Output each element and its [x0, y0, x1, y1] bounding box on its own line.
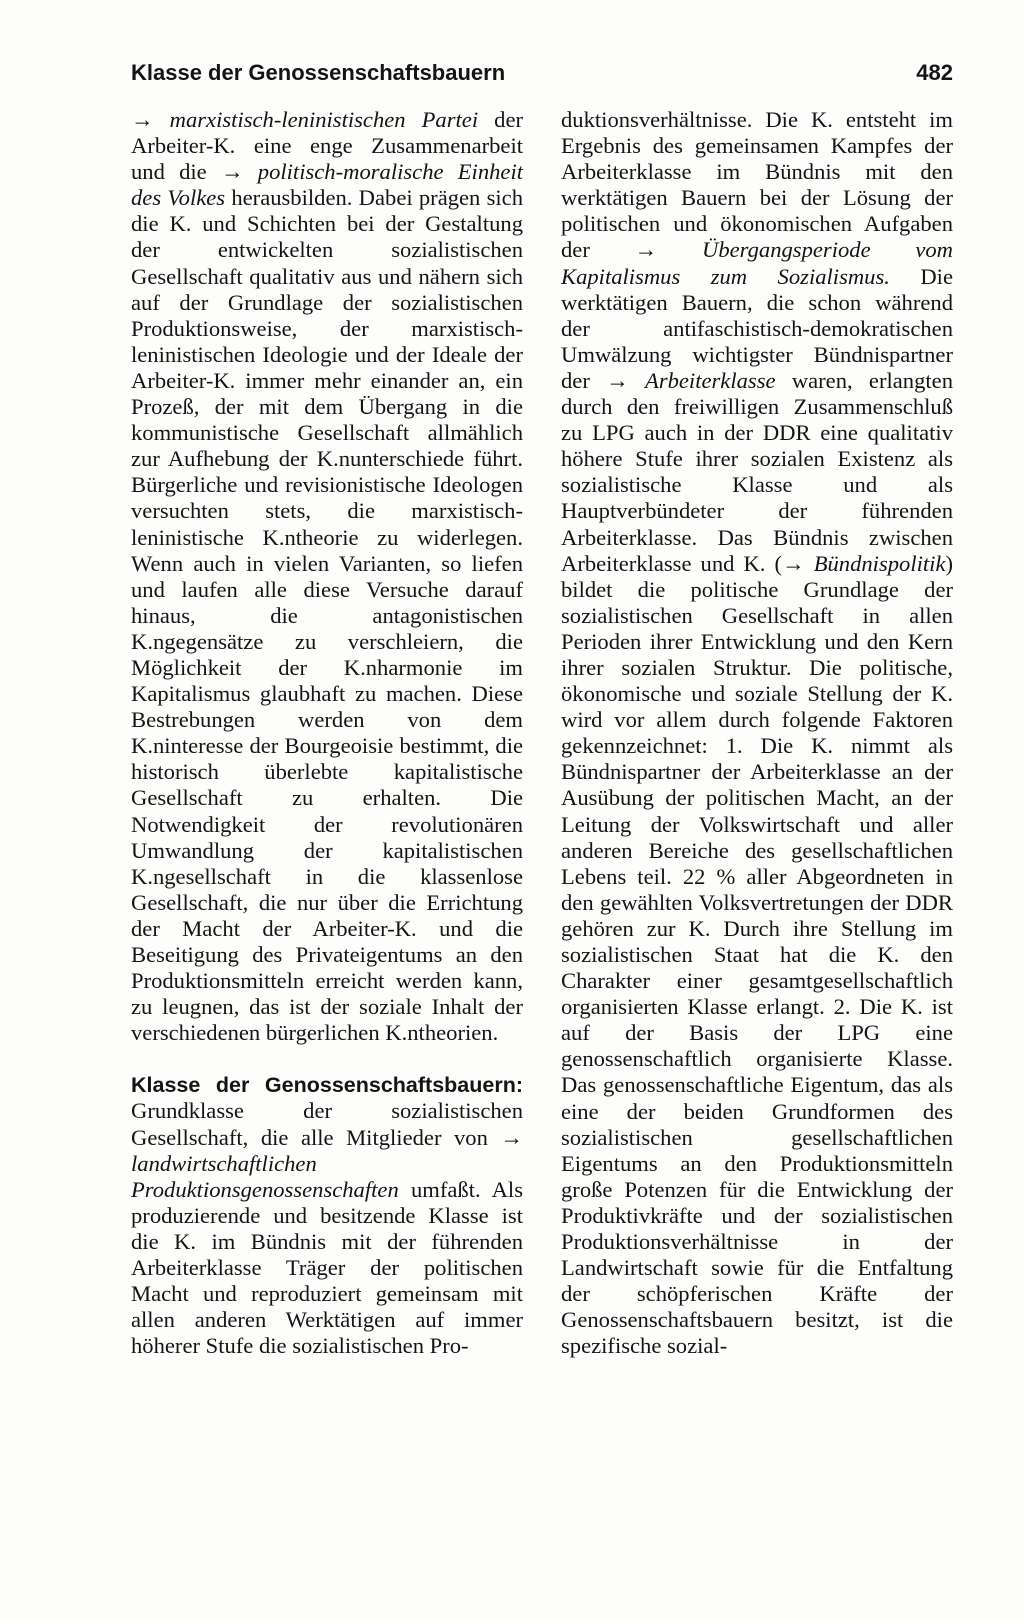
cross-reference-arrow: →: [634, 237, 658, 263]
left-column: [131, 107, 523, 1557]
entry-paragraph: [561, 107, 953, 1360]
cross-reference-term: marxistisch-leninistischen Partei: [169, 107, 479, 132]
body-text: ) bildet die politische Grundlage der sozialistischen Gesellschaft in allen Perioden ihrer Entwicklung und den Kern ihrer sozialen Struktur. Die politische, ökonomische und soziale Stellung der K. wird vor allem durch folgende Faktoren gekennzeichnet: 1. Die K. nimmt als Bündnispartner der Arbeiterklasse an der Ausübung der politischen Macht, an der Leitung der Volkswirtschaft und aller anderen Bereiche des gesellschaftlichen Lebens teil. 22 % aller Abgeordneten in den gewählten Volksvertretungen der DDR gehören zur K. Durch ihre Stellung im sozialistischen Staat hat die K. den Charakter einer gesamtgesellschaftlich organisierten Klasse erlangt. 2. Die K. ist auf der Basis der LPG eine genossenschaftlich organisierte Klasse. Das genossenschaftliche Eigentum, das als eine der beiden Grundformen des sozialistischen gesellschaftlichen Eigentums an den Produktionsmitteln große Potenzen für die Entwicklung der Produktivkräfte und der sozialistischen Produktionsverhältnisse in der Landwirtschaft sowie für die Entfaltung der schöpferischen Kräfte der Genossenschaftsbauern besitzt, ist die spezifische sozial-: [561, 550, 954, 1359]
body-text: duktionsverhältnisse. Die K. entsteht im Ergebnis des gemeinsamen Kampfes der Arbeiterklasse im Bündnis mit den werktätigen Bauern bei der Lösung der politischen und ökonomischen Aufgaben der: [561, 107, 953, 263]
body-text: waren, erlangten durch den freiwilligen Zusammenschluß zu LPG auch in der DDR eine qualitativ höhere Stufe ihrer sozialen Existenz als sozialistische Klasse und als Hauptverbündeter der führenden Arbeiterklasse. Das Bündnis zwischen Arbeiterklasse und K. (: [561, 367, 953, 576]
running-head: [131, 60, 953, 92]
cross-reference-arrow: →: [220, 159, 244, 185]
body-text: Die werktätigen Bauern, die schon während der antifaschistisch-demokratischen Umwälzung wichtigster Bündnispartner der: [561, 263, 953, 393]
body-text: der Arbeiter-K. eine enge Zusammenarbeit und die: [131, 107, 523, 185]
cross-reference-arrow: →: [131, 107, 154, 132]
right-column: [561, 107, 953, 1557]
cross-reference-term: Übergangsperiode vom Kapitalismus zum Sozialismus.: [561, 237, 954, 289]
entry-headword: Klasse der Genossenschaftsbauern:: [131, 1073, 523, 1098]
entry-continuation-paragraph: [131, 107, 523, 1046]
page-number: 482: [916, 60, 953, 85]
cross-reference-arrow: →: [606, 367, 629, 393]
cross-reference-term: Bündnispolitik: [813, 550, 946, 576]
body-text: Grundklasse der sozialistischen Gesellschaft, die alle Mitglieder von: [131, 1098, 523, 1150]
body-text: herausbilden. Dabei prägen sich die K. und Schichten bei der Gestaltung der entwickelten sozialistischen Gesellschaft qualitativ aus und nähern sich auf der Grundlage der sozialistischen Produktionsweise, der marxistisch-leninistischen Ideologie und der Ideale der Arbeiter-K. immer mehr einander an, ein Prozeß, der mit dem Übergang in die kommunistische Gesellschaft allmählich zur Aufhebung der K.nunterschiede führt. Bürgerliche und revisionistische Ideologen versuchten stets, die marxistisch-leninistische K.ntheorie zu widerlegen. Wenn auch in vielen Varianten, so liefen und laufen alle diese Versuche darauf hinaus, die antagonistischen K.ngegensätze zu verschleiern, die Möglichkeit der K.nharmonie im Kapitalismus glaubhaft zu machen. Diese Bestrebungen werden von dem K.ninteresse der Bourgeoisie bestimmt, die historisch überlebte kapitalistische Gesellschaft zu erhalten. Die Notwendigkeit der revolutionären Umwandlung der kapitalistischen K.ngesellschaft in die klassenlose Gesellschaft, die nur über die Errichtung der Macht der Arbeiter-K. und die Beseitigung des Privateigentums an den Produktionsmitteln erreicht werden kann, zu leugnen, das ist der soziale Inhalt der verschiedenen bürgerlichen K.ntheorien.: [131, 185, 523, 1046]
cross-reference-arrow: →: [782, 550, 805, 576]
cross-reference-term: politisch-moralische Einheit des Volkes: [131, 159, 524, 211]
cross-reference-arrow: →: [500, 1124, 523, 1150]
running-head-title: Klasse der Genossenschaftsbauern: [131, 60, 506, 85]
entry-paragraph: [131, 1072, 523, 1359]
cross-reference-term: Arbeiterklasse: [645, 367, 776, 393]
cross-reference-term: landwirtschaftlichen Produktionsgenossenschaften: [131, 1150, 399, 1202]
body-text: umfaßt. Als produzierende und besitzende Klasse ist die K. im Bündnis mit der führenden Arbeiterklasse Träger der politischen Macht und reproduziert gemeinsam mit allen anderen Werktätigen auf immer höherer Stufe die sozialistischen Pro-: [131, 1176, 523, 1359]
